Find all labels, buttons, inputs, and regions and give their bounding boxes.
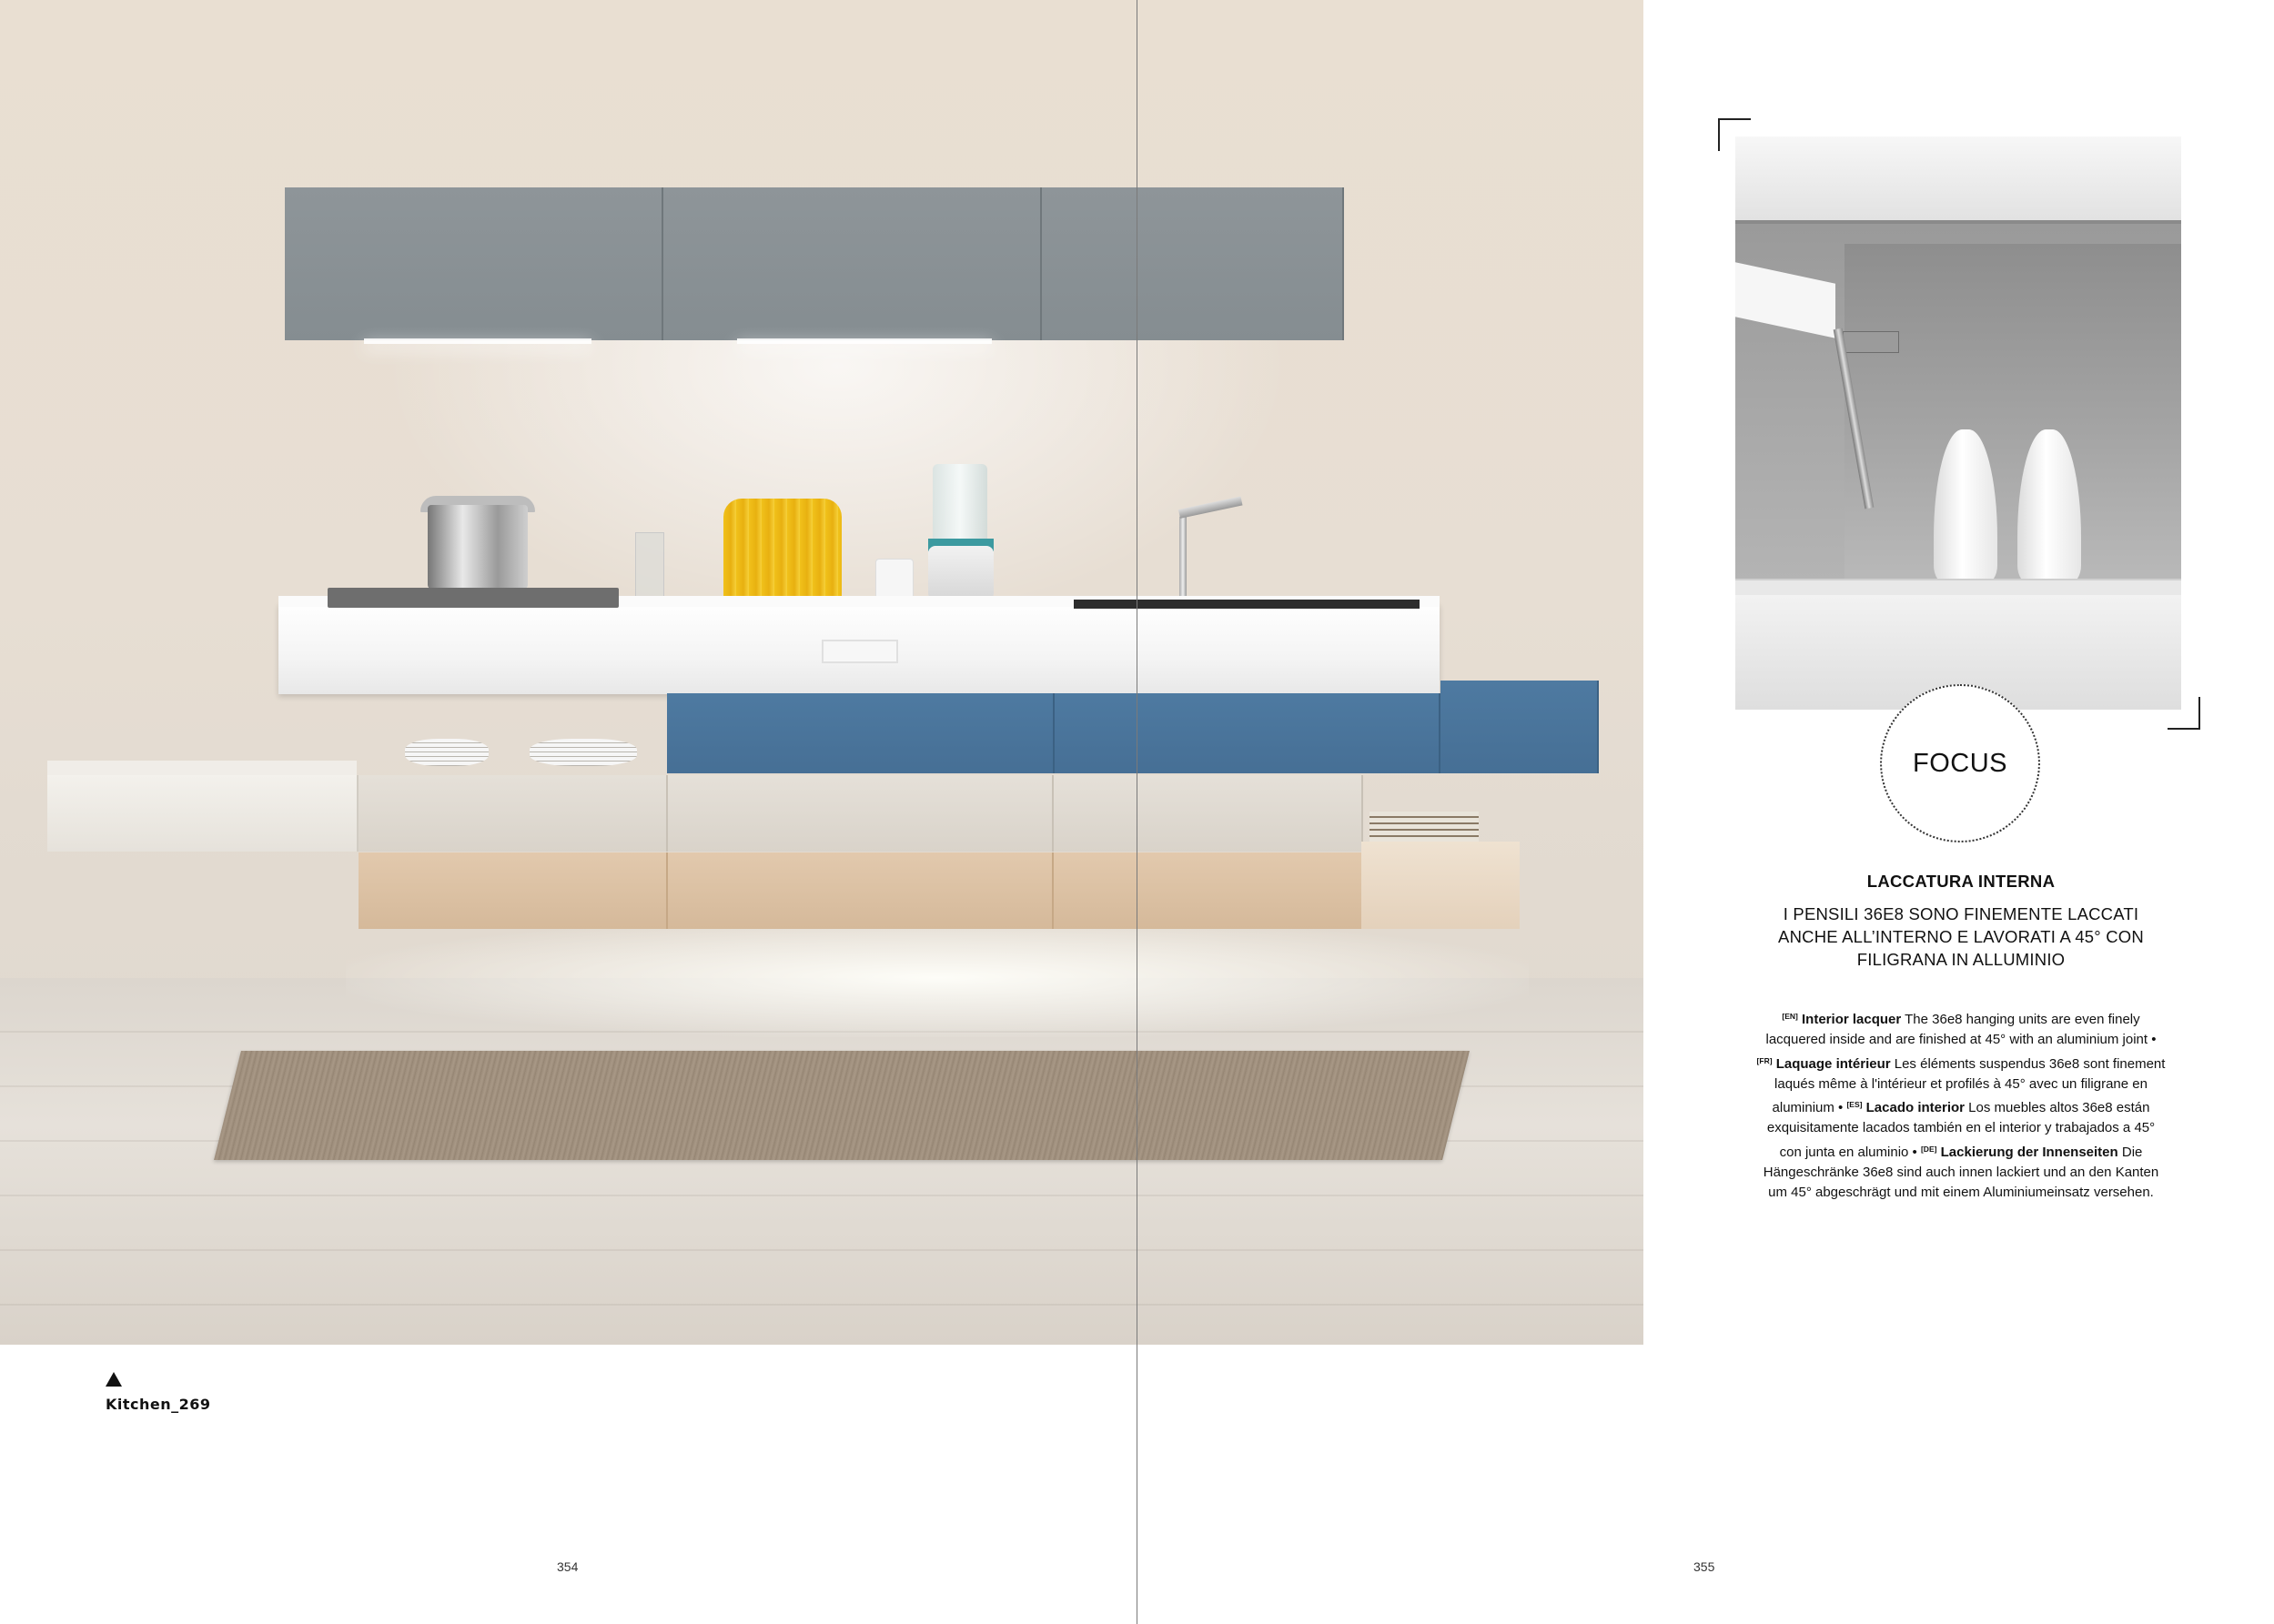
faucet [1179, 517, 1187, 600]
translations-paragraph [1756, 1006, 2166, 1204]
focus-label: FOCUS [1913, 748, 2007, 778]
gold-drawer [668, 852, 1054, 929]
title-fr: Laquage intérieur [1775, 1055, 1891, 1072]
books-stack [1369, 812, 1479, 842]
wall-cabinet [1042, 187, 1344, 340]
focus-badge [1880, 684, 2040, 842]
pasta-rack [723, 499, 842, 603]
cooking-pot [428, 505, 528, 589]
gold-drawer [1054, 852, 1363, 929]
title-de: Lackierung der Innenseiten [1940, 1144, 2118, 1160]
lang-tag-es: [ES] [1846, 1100, 1863, 1110]
plates-stack [405, 739, 489, 766]
drawer-handle [822, 640, 898, 663]
blue-drawer [1440, 681, 1599, 773]
detail-photo [1735, 136, 2181, 710]
text-fr: Les éléments suspendus 36e8 sont finement laqués même à l'intérieur et profilés à 45° avec un filigrane en aluminium • [1772, 1055, 2166, 1116]
section-subheading: I PENSILI 36E8 SONO FINEMENTE LACCATI ANCHE ALL’INTERNO E LAVORATI A 45° CON FILIGRANA IN ALLUMINIO [1778, 904, 2144, 969]
wall-cabinet [285, 187, 663, 340]
gold-open-box [1361, 842, 1520, 929]
cabinet-shelf [1735, 579, 2181, 597]
photo-caption: Kitchen_269 [106, 1396, 211, 1413]
page-number-right: 355 [1693, 1559, 1715, 1574]
plates-stack [530, 739, 637, 766]
lang-tag-de: [DE] [1920, 1144, 1937, 1154]
beige-drawer [668, 775, 1054, 852]
title-es: Lacado interior [1865, 1100, 1965, 1116]
triangle-up-icon [106, 1372, 122, 1387]
cabinet-top [1735, 136, 2181, 224]
lang-tag-en: [EN] [1782, 1012, 1798, 1021]
blue-drawer [1055, 693, 1440, 773]
beige-drawer [359, 775, 668, 852]
sink [1074, 600, 1420, 609]
text-de: Die Hängeschränke 36e8 sind auch innen lackiert und an den Kanten um 45° abgeschrägt und mit einem Aluminiumeinsatz versehen. [1763, 1144, 2159, 1201]
text-es: Los muebles altos 36e8 están exquisitamente lacados también en el interior y trabajados a 45° con junta en aluminio • [1766, 1100, 2156, 1160]
glass-jar [635, 532, 664, 602]
blue-drawer [667, 693, 1055, 773]
gas-hob [328, 588, 619, 608]
under-cabinet-light [364, 338, 591, 344]
rug [214, 1051, 1470, 1160]
lang-tag-fr: [FR] [1756, 1055, 1773, 1065]
hinge-plate [1843, 331, 1899, 353]
page-number-left: 354 [557, 1559, 579, 1574]
blender-base [928, 546, 994, 600]
text-en: The 36e8 hanging units are even finely lacquered inside and are finished at 45° with an aluminium joint • [1765, 1012, 2157, 1048]
white-drawer [47, 775, 359, 852]
wall-cabinet [663, 187, 1042, 340]
section-heading: LACCATURA INTERNA [1866, 872, 2056, 891]
gold-drawer [359, 852, 668, 929]
floor-light-glow [346, 919, 1529, 1037]
title-en: Interior lacquer [1802, 1012, 1902, 1027]
under-cabinet-light [737, 338, 992, 344]
cabinet-back-panel [1844, 244, 2181, 582]
beige-drawer [1054, 775, 1363, 852]
